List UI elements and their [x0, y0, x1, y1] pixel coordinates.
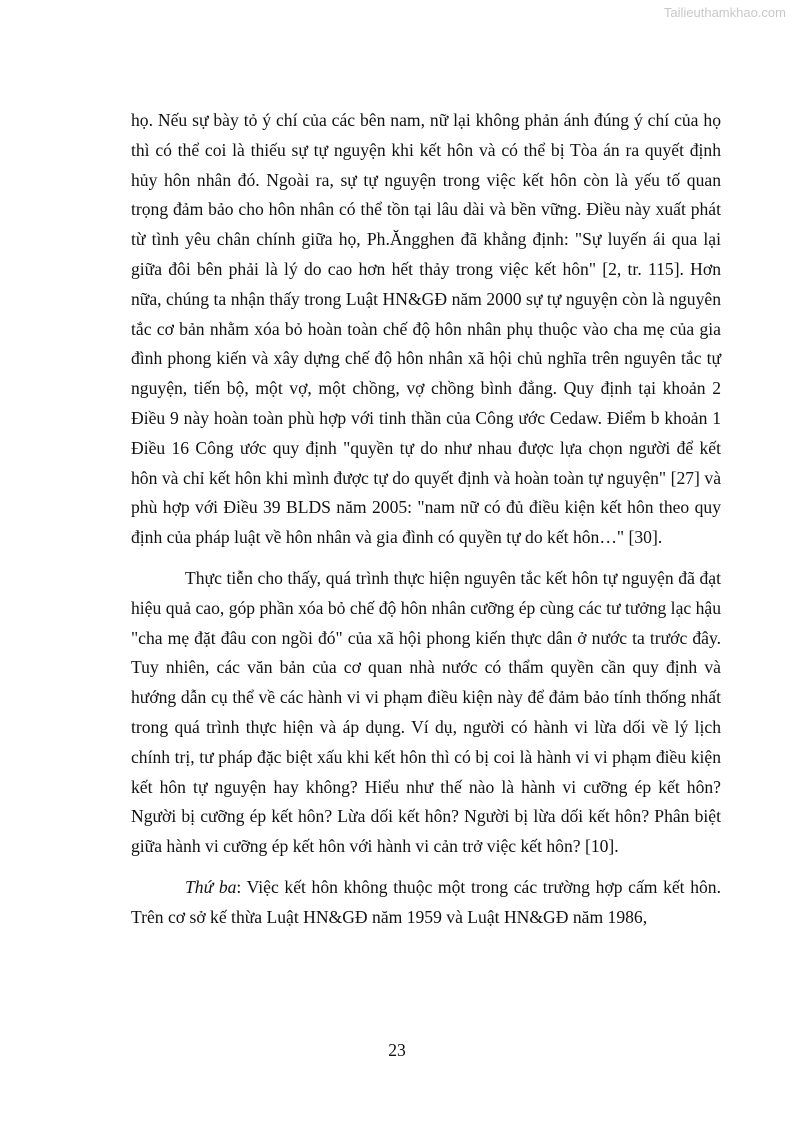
watermark-text: Tailieuthamkhao.com [663, 5, 786, 20]
paragraph-3 [131, 873, 721, 933]
paragraph-2: Thực tiễn cho thấy, quá trình thực hiện nguyên tắc kết hôn tự nguyện đã đạt hiệu quả cao, góp phần xóa bỏ chế độ hôn nhân cưỡng ép cùng các tư tưởng lạc hậu "cha mẹ đặt đâu con ngồi đó" của xã hội phong kiến thực dân ở nước ta trước đây. Tuy nhiên, các văn bản của cơ quan nhà nước có thẩm quyền cần quy định và hướng dẫn cụ thể về các hành vi vi phạm điều kiện này để đảm bảo tính thống nhất trong quá trình thực hiện và áp dụng. Ví dụ, người có hành vi lừa dối về lý lịch chính trị, tư pháp đặc biệt xấu khi kết hôn thì có bị coi là hành vi vi phạm điều kiện kết hôn tự nguyện hay không? Hiểu như thế nào là hành vi cưỡng ép kết hôn? Người bị cưỡng ép kết hôn? Lừa dối kết hôn? Người bị lừa dối kết hôn? Phân biệt giữa hành vi cưỡng ép kết hôn với hành vi cản trở việc kết hôn? [10]. [131, 567, 721, 857]
page-number: 23 [388, 1040, 406, 1060]
paragraph-3-text: : Việc kết hôn không thuộc một trong các trường hợp cấm kết hôn. Trên cơ sở kế thừa Luật HN&GĐ năm 1959 và Luật HN&GĐ năm 1986, [131, 876, 722, 927]
italic-lead: Thứ ba [185, 876, 237, 897]
page-body [131, 106, 721, 944]
paragraph-1: họ. Nếu sự bày tỏ ý chí của các bên nam, nữ lại không phản ánh đúng ý chí của họ thì có thể coi là thiếu sự tự nguyện khi kết hôn và có thể bị Tòa án ra quyết định hủy hôn nhân đó. Ngoài ra, sự tự nguyện trong việc kết hôn còn là yếu tố quan trọng đảm bảo cho hôn nhân có thể tồn tại lâu dài và bền vững. Điều này xuất phát từ tình yêu chân chính giữa họ, Ph.Ăngghen đã khẳng định: "Sự luyến ái qua lại giữa đôi bên phải là lý do cao hơn hết thảy trong việc kết hôn" [2, tr. 115]. Hơn nữa, chúng ta nhận thấy trong Luật HN&GĐ năm 2000 sự tự nguyện còn là nguyên tắc cơ bản nhằm xóa bỏ hoàn toàn chế độ hôn nhân phụ thuộc vào cha mẹ của gia đình phong kiến và xây dựng chế độ hôn nhân xã hội chủ nghĩa trên nguyên tắc tự nguyện, tiến bộ, một vợ, một chồng, vợ chồng bình đẳng. Quy định tại khoản 2 Điều 9 này hoàn toàn phù hợp với tinh thần của Công ước Cedaw. Điểm b khoản 1 Điều 16 Công ước quy định "quyền tự do như nhau được lựa chọn người để kết hôn và chỉ kết hôn khi mình được tự do quyết định và hoàn toàn tự nguyện" [27] và phù hợp với Điều 39 BLDS năm 2005: "nam nữ có đủ điều kiện kết hôn theo quy định của pháp luật về hôn nhân và gia đình có quyền tự do kết hôn…" [30]. [131, 110, 721, 548]
